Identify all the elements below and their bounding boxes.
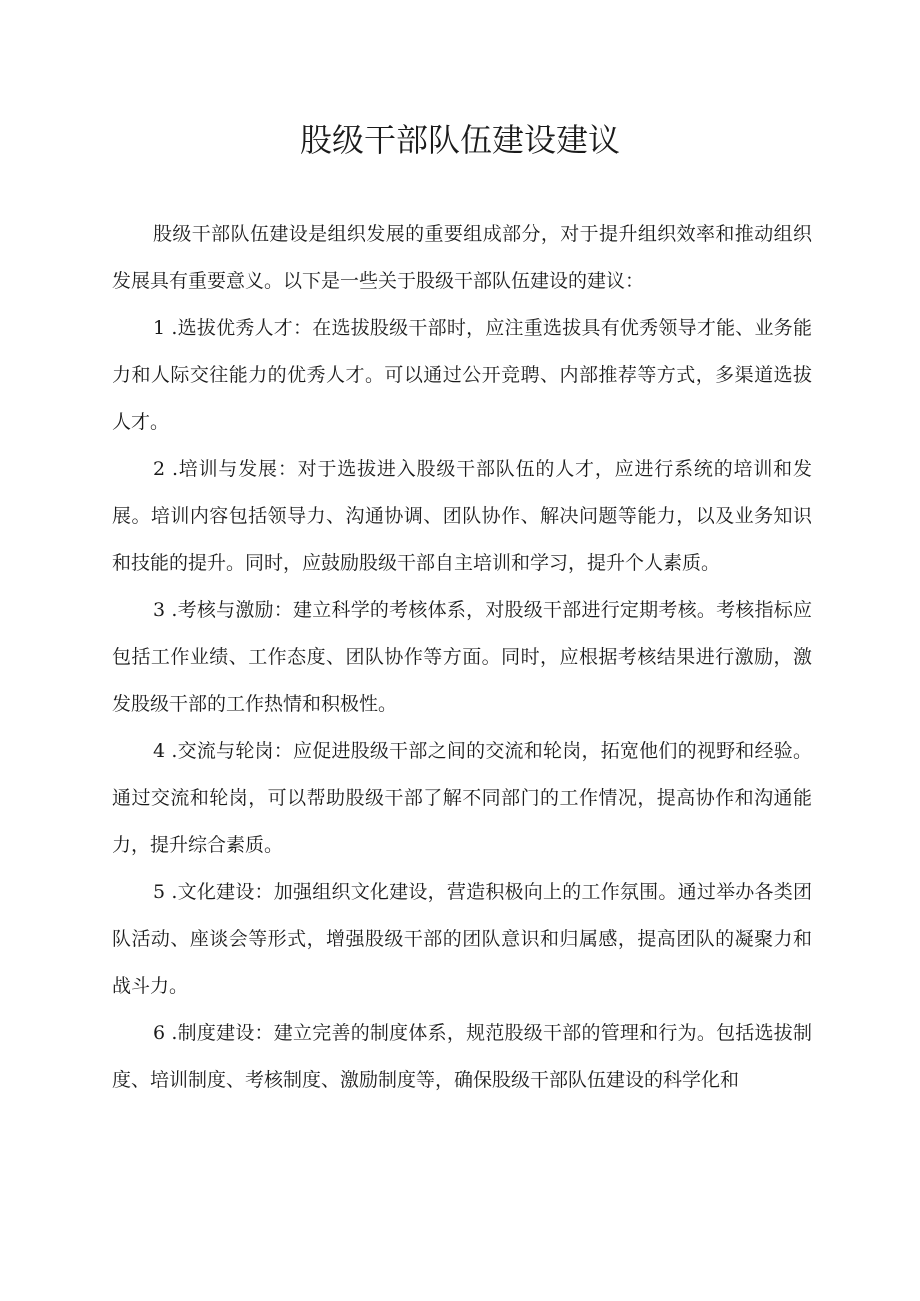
paragraph-system: 6 .制度建设：建立完善的制度体系，规范股级干部的管理和行为。包括选拔制度、培训制度、考核制度、激励制度等，确保股级干部队伍建设的科学化和 <box>112 1022 812 1091</box>
paragraph-rotation: 4 .交流与轮岗：应促进股级干部之间的交流和轮岗，拓宽他们的视野和经验。通过交流和轮岗，可以帮助股级干部了解不同部门的工作情况，提高协作和沟通能力，提升综合素质。 <box>112 740 812 856</box>
paragraph-culture: 5 .文化建设：加强组织文化建设，营造积极向上的工作氛围。通过举办各类团队活动、座谈会等形式，增强股级干部的团队意识和归属感，提高团队的凝聚力和战斗力。 <box>112 881 812 997</box>
intro-paragraph: 股级干部队伍建设是组织发展的重要组成部分，对于提升组织效率和推动组织发展具有重要意义。以下是一些关于股级干部队伍建设的建议： <box>112 223 812 292</box>
document-body <box>112 211 812 1104</box>
paragraph-training: 2 .培训与发展：对于选拔进入股级干部队伍的人才，应进行系统的培训和发展。培训内容包括领导力、沟通协调、团队协作、解决问题等能力，以及业务知识和技能的提升。同时，应鼓励股级干部自主培训和学习，提升个人素质。 <box>112 458 812 574</box>
paragraph-talent-selection: 1 .选拔优秀人才：在选拔股级干部时，应注重选拔具有优秀领导才能、业务能力和人际交往能力的优秀人才。可以通过公开竞聘、内部推荐等方式，多渠道选拔人才。 <box>112 317 812 433</box>
paragraph-assessment: 3 .考核与激励：建立科学的考核体系，对股级干部进行定期考核。考核指标应包括工作业绩、工作态度、团队协作等方面。同时，应根据考核结果进行激励，激发股级干部的工作热情和积极性。 <box>112 599 812 715</box>
document-title: 股级干部队伍建设建议 <box>299 121 620 159</box>
